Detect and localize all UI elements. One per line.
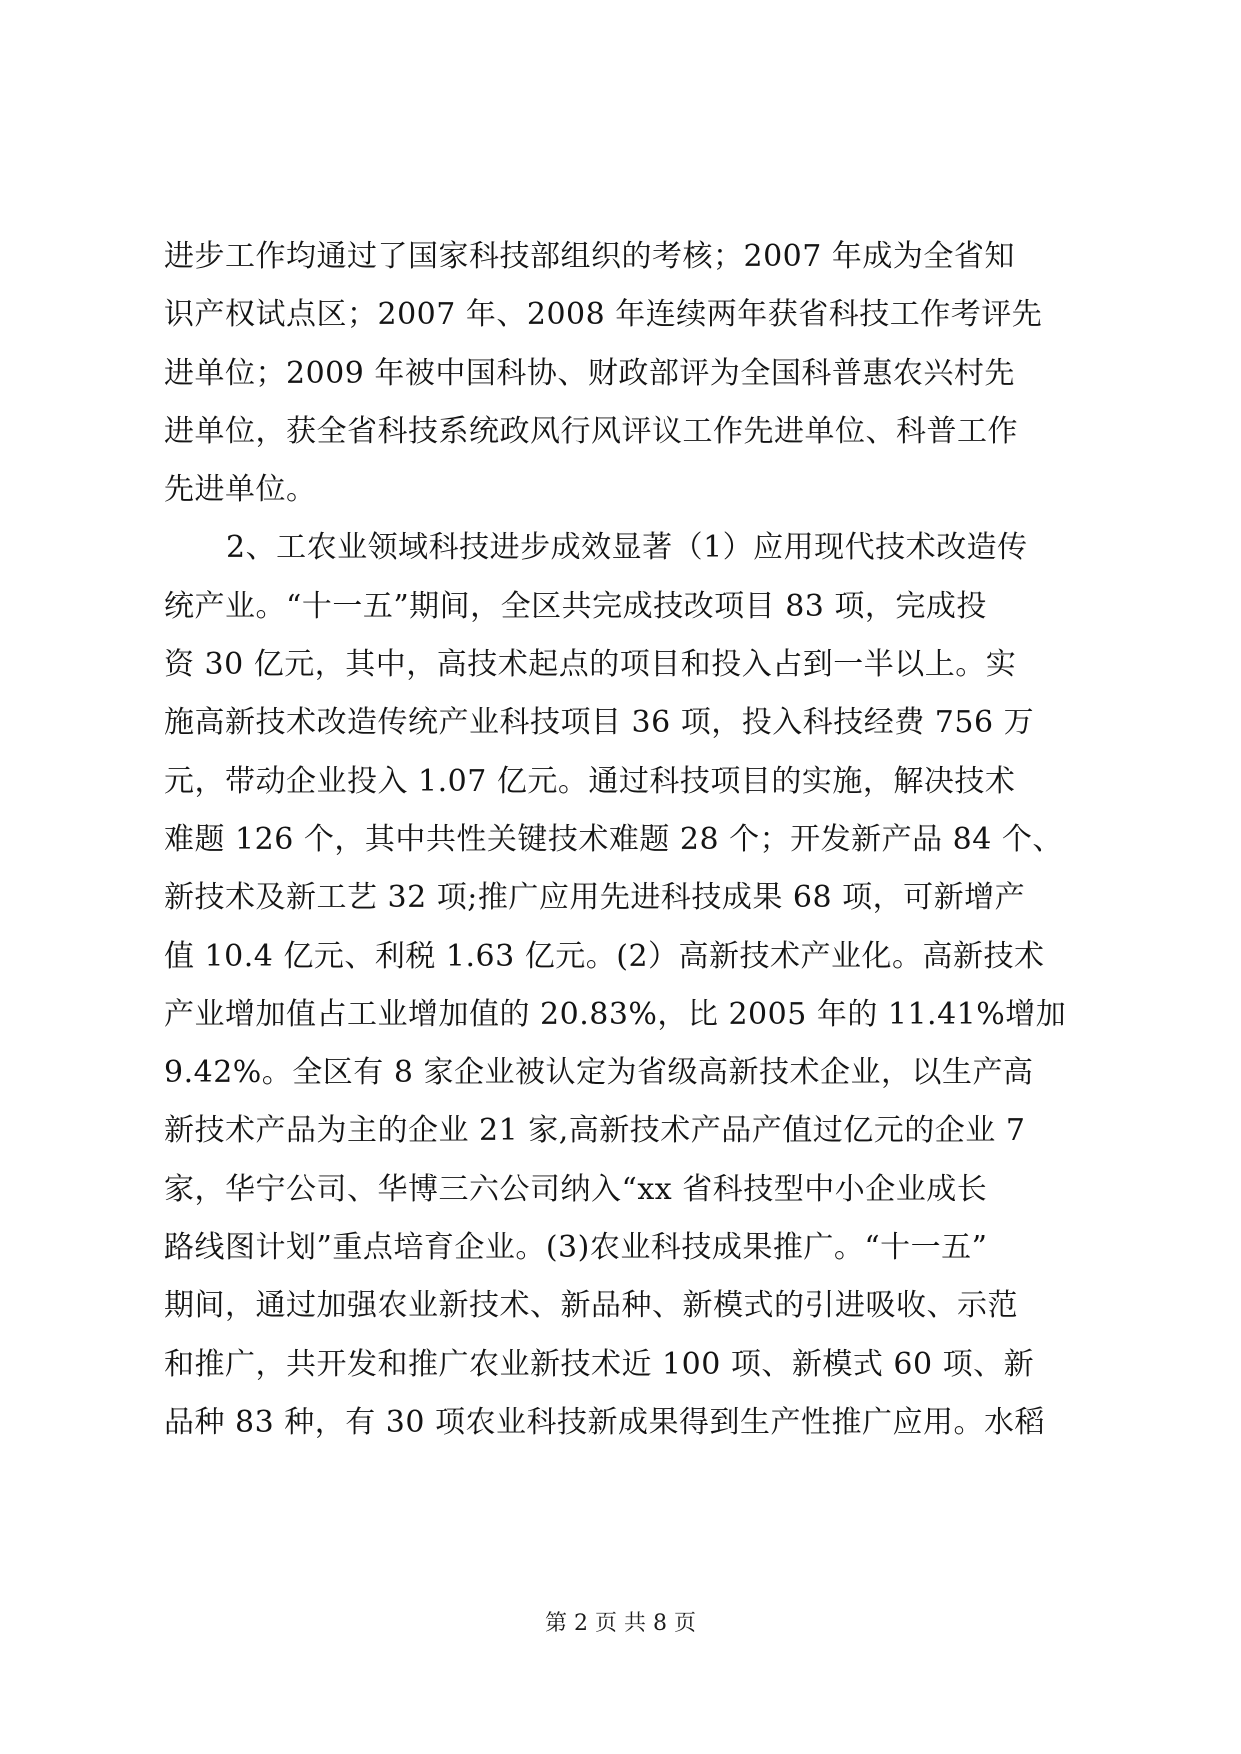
text-line: 家，华宁公司、华博三六公司纳入“xx 省科技型中小企业成长 (164, 1171, 988, 1207)
text-line: 统产业。“十一五”期间，全区共完成技改项目 83 项，完成投 (164, 588, 987, 624)
page-number-footer: 第 2 页 共 8 页 (545, 1611, 696, 1636)
text-line: 元，带动企业投入 1.07 亿元。通过科技项目的实施，解决技术 (164, 763, 1016, 799)
text-line: 进单位；2009 年被中国科协、财政部评为全国科普惠农兴村先 (164, 355, 1015, 391)
text-line: 值 10.4 亿元、利税 1.63 亿元。(2）高新技术产业化。高新技术 (164, 938, 1045, 974)
text-line: 和推广，共开发和推广农业新技术近 100 项、新模式 60 项、新 (164, 1346, 1035, 1382)
body-text (164, 228, 1080, 1452)
text-line: 难题 126 个，其中共性关键技术难题 28 个；开发新产品 84 个、 (164, 821, 1063, 857)
text-line: 先进单位。 (164, 472, 317, 508)
text-line: 路线图计划”重点培育企业。(3)农业科技成果推广。“十一五” (164, 1230, 988, 1266)
text-line: 施高新技术改造传统产业科技项目 36 项，投入科技经费 756 万 (164, 705, 1035, 741)
text-line: 识产权试点区；2007 年、2008 年连续两年获省科技工作考评先 (164, 297, 1043, 333)
text-line: 进单位，获全省科技系统政风行风评议工作先进单位、科普工作 (164, 413, 1018, 449)
text-line: 9.42%。全区有 8 家企业被认定为省级高新技术企业，以生产高 (164, 1055, 1034, 1091)
text-line: 资 30 亿元，其中，高技术起点的项目和投入占到一半以上。实 (164, 647, 1017, 683)
text-line: 新技术及新工艺 32 项;推广应用先进科技成果 68 项，可新增产 (164, 880, 1026, 916)
text-line: 2、工农业领域科技进步成效显著（1）应用现代技术改造传 (226, 530, 1028, 566)
text-line: 品种 83 种，有 30 项农业科技新成果得到生产性推广应用。水稻 (164, 1404, 1045, 1440)
text-line: 进步工作均通过了国家科技部组织的考核；2007 年成为全省知 (164, 239, 1015, 274)
text-line: 期间，通过加强农业新技术、新品种、新模式的引进吸收、示范 (164, 1288, 1018, 1324)
text-line: 新技术产品为主的企业 21 家,高新技术产品产值过亿元的企业 7 (164, 1113, 1026, 1149)
text-line: 产业增加值占工业增加值的 20.83%，比 2005 年的 11.41%增加 (164, 996, 1067, 1032)
